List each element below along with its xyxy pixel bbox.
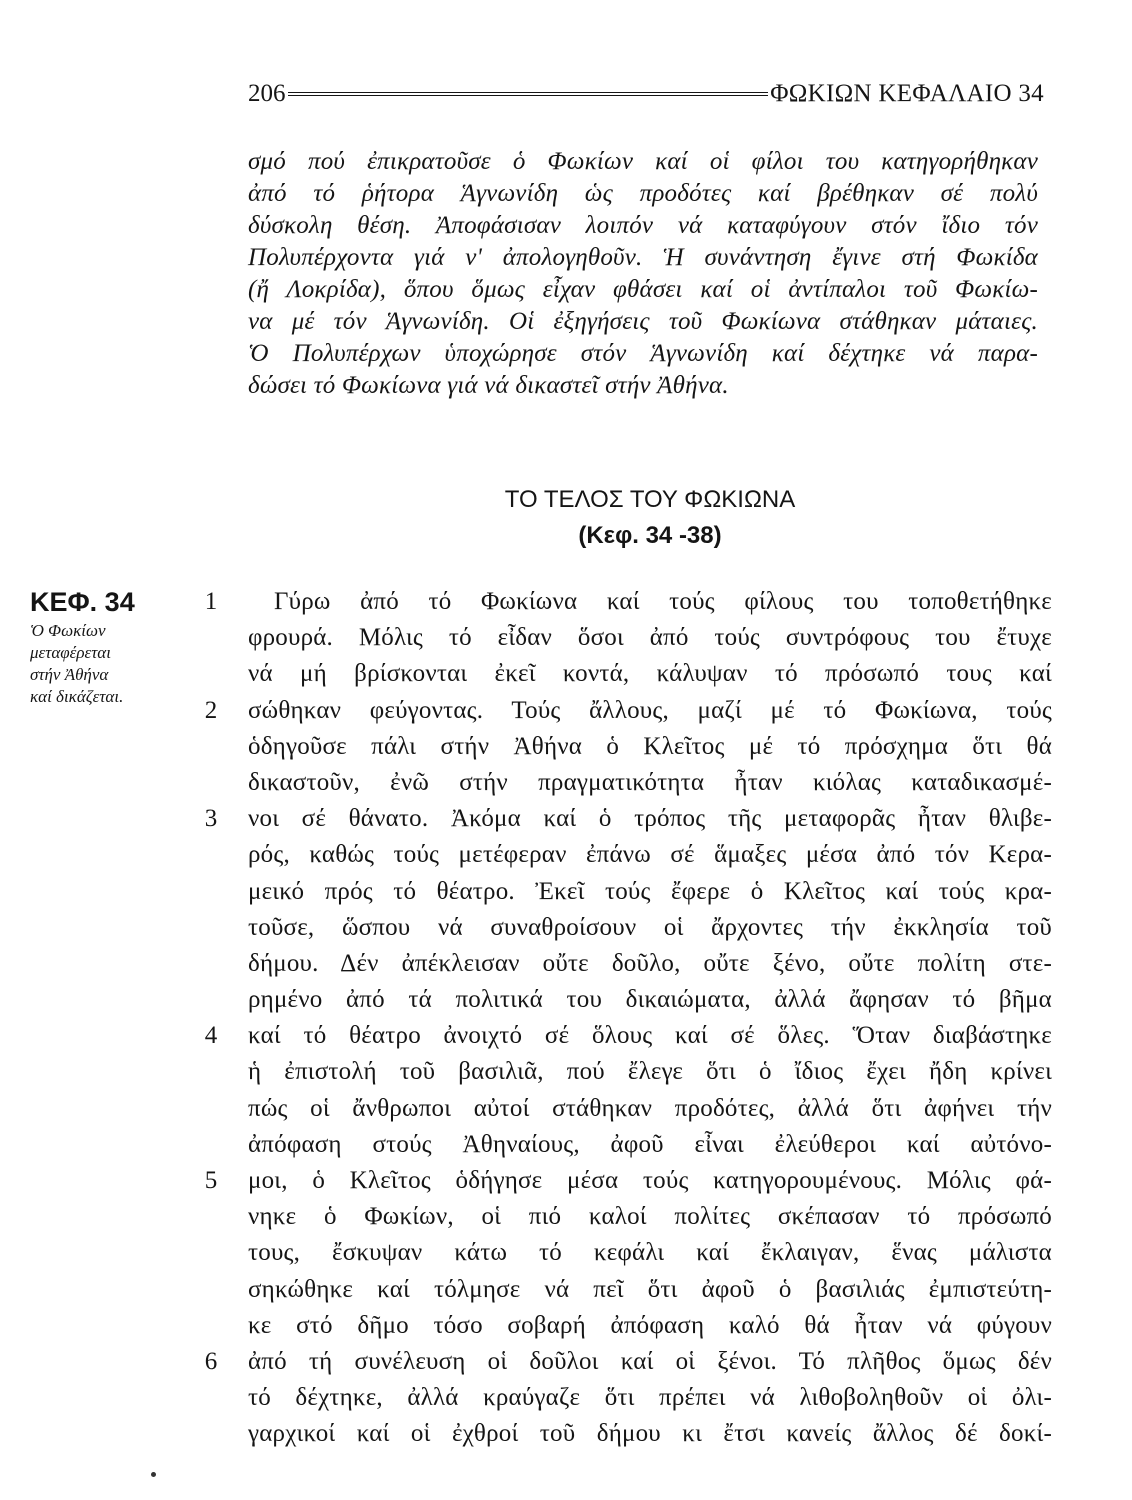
text-line <box>196 837 1052 873</box>
running-header <box>248 74 1044 114</box>
line-text: ρημένο ἀπό τά πολιτικά του δικαιώματα, ἀλλά ἄφησαν τό βῆμα <box>248 986 1052 1014</box>
line-text: σηκώθηκε καί τόλμησε νά πεῖ ὅτι ἀφοῦ ὁ βασιλιάς ἐμπιστεύτη- <box>248 1275 1052 1303</box>
text-line <box>196 1018 1052 1054</box>
text-line <box>196 656 1052 692</box>
intro-line: Ὁ Πολυπέρχων ὑποχώρησε στόν Ἁγνωνίδη καί δέχτηκε νά παρα- <box>248 340 1038 367</box>
gloss-line: μεταφέρεται <box>30 643 111 662</box>
margin-note <box>30 586 190 708</box>
text-line <box>196 1127 1052 1163</box>
header-double-rule <box>288 92 769 96</box>
gloss-line: στήν Ἀθήνα <box>30 665 109 684</box>
text-line <box>196 584 1052 620</box>
intro-paragraph <box>248 146 1038 402</box>
text-line <box>196 1380 1052 1416</box>
chapter-label: ΚΕΦ. 34 <box>30 587 135 617</box>
text-line <box>196 729 1052 765</box>
text-line <box>196 1054 1052 1090</box>
text-line <box>196 910 1052 946</box>
line-text: δήμου. Δέν ἀπέκλεισαν οὔτε δοῦλο, οὔτε ξένο, οὔτε πολίτη στε- <box>248 949 1052 977</box>
text-line <box>196 1272 1052 1308</box>
verse-number: 2 <box>204 696 218 724</box>
section-subtitle: (Κεφ. 34 -38) <box>578 522 722 549</box>
section-heading <box>440 482 860 554</box>
text-line <box>196 874 1052 910</box>
margin-gloss <box>30 620 190 708</box>
line-text: νά μή βρίσκονται ἐκεῖ κοντά, κάλυψαν τό πρόσωπό τους καί <box>248 660 1052 688</box>
line-text: ρός, καθώς τούς μετέφεραν ἐπάνω σέ ἅμαξες μέσα ἀπό τόν Κερα- <box>248 841 1052 869</box>
intro-line: σμό πού ἐπικρατοῦσε ὁ Φωκίων καί οἱ φίλοι του κατηγορήθηκαν <box>248 148 1038 175</box>
intro-line: δώσει τό Φωκίωνα γιά νά δικαστεῖ στήν Ἀθήνα. <box>248 372 729 399</box>
text-line <box>196 1344 1052 1380</box>
main-text <box>196 584 1052 1453</box>
intro-line: Πολυπέρχοντα γιά ν' ἀπολογηθοῦν. Ἡ συνάντηση ἔγινε στή Φωκίδα <box>248 244 1038 271</box>
line-text: δικαστοῦν, ἐνῶ στήν πραγματικότητα ἦταν κιόλας καταδικασμέ- <box>248 768 1052 796</box>
line-text: τοῦσε, ὥσπου νά συναθροίσουν οἱ ἄρχοντες τήν ἐκκλησία τοῦ <box>248 913 1052 941</box>
line-text: φρουρά. Μόλις τό εἶδαν ὅσοι ἀπό τούς συντρόφους του ἔτυχε <box>248 624 1052 652</box>
line-text: νηκε ὁ Φωκίων, οἱ πιό καλοί πολίτες σκέπασαν τό πρόσωπό <box>248 1203 1052 1231</box>
line-text: ἀπό τή συνέλευση οἱ δοῦλοι καί οἱ ξένοι. Τό πλῆθος ὅμως δέν <box>248 1347 1052 1375</box>
text-line <box>196 620 1052 656</box>
line-text: ἡ ἐπιστολή τοῦ βασιλιᾶ, πού ἔλεγε ὅτι ὁ ἴδιος ἔχει ἤδη κρίνει <box>248 1058 1052 1086</box>
text-line <box>196 765 1052 801</box>
text-line <box>196 1091 1052 1127</box>
line-text: καί τό θέατρο ἀνοιχτό σέ ὅλους καί σέ ὅλες. Ὅταν διαβάστηκε <box>248 1022 1052 1050</box>
text-line <box>196 1199 1052 1235</box>
intro-line: ἀπό τό ῥήτορα Ἁγνωνίδη ὡς προδότες καί βρέθηκαν σέ πολύ <box>248 180 1038 207</box>
line-text: κε στό δῆμο τόσο σοβαρή ἀπόφαση καλό θά ἦταν νά φύγουν <box>248 1311 1052 1339</box>
text-line <box>196 1416 1052 1452</box>
text-line <box>196 1308 1052 1344</box>
gloss-line: Ὁ Φωκίων <box>30 621 106 640</box>
verse-number: 6 <box>204 1347 218 1375</box>
verse-number: 4 <box>204 1022 218 1050</box>
line-text: μεικό πρός τό θέατρο. Ἐκεῖ τούς ἔφερε ὁ Κλεῖτος καί τούς κρα- <box>248 877 1052 905</box>
line-text: Γύρω ἀπό τό Φωκίωνα καί τούς φίλους του τοποθετήθηκε <box>274 588 1052 615</box>
gloss-line: καί δικάζεται. <box>30 687 124 706</box>
section-title: ΤΟ ΤΕΛΟΣ ΤΟΥ ΦΩΚΙΩΝΑ <box>504 486 796 513</box>
running-title: ΦΩΚΙΩΝ ΚΕΦΑΛΑΙΟ 34 <box>770 80 1044 107</box>
intro-line: (ἤ Λοκρίδα), ὅπου ὅμως εἶχαν φθάσει καί οἱ ἀντίπαλοι τοῦ Φωκίω- <box>248 276 1038 303</box>
line-text: ὁδηγοῦσε πάλι στήν Ἀθήνα ὁ Κλεῖτος μέ τό πρόσχημα ὅτι θά <box>248 732 1052 760</box>
intro-line: δύσκολη θέση. Ἀποφάσισαν λοιπόν νά καταφύγουν στόν ἴδιο τόν <box>248 212 1038 239</box>
intro-line: να μέ τόν Ἁγνωνίδη. Οἱ ἐξηγήσεις τοῦ Φωκίωνα στάθηκαν μάταιες. <box>248 308 1038 335</box>
line-text: μοι, ὁ Κλεῖτος ὁδήγησε μέσα τούς κατηγορουμένους. Μόλις φά- <box>248 1167 1052 1194</box>
text-line <box>196 801 1052 837</box>
text-line <box>196 693 1052 729</box>
line-text: ἀπόφαση στούς Ἀθηναίους, ἀφοῦ εἶναι ἐλεύθεροι καί αὐτόνο- <box>248 1130 1052 1158</box>
text-line <box>196 1235 1052 1271</box>
line-text: τό δέχτηκε, ἀλλά κραύγαζε ὅτι πρέπει νά λιθοβοληθοῦν οἱ ὀλι- <box>248 1384 1052 1412</box>
text-line <box>196 946 1052 982</box>
line-text: πώς οἱ ἄνθρωποι αὐτοί στάθηκαν προδότες, ἀλλά ὅτι ἀφήνει τήν <box>248 1094 1052 1122</box>
verse-number: 5 <box>204 1167 218 1194</box>
text-line <box>196 982 1052 1018</box>
line-text: σώθηκαν φεύγοντας. Τούς ἄλλους, μαζί μέ τό Φωκίωνα, τούς <box>248 696 1052 724</box>
line-text: τους, ἔσκυψαν κάτω τό κεφάλι καί ἔκλαιγαν, ἕνας μάλιστα <box>248 1239 1052 1267</box>
verse-number: 3 <box>204 805 218 833</box>
line-text: γαρχικοί καί οἱ ἐχθροί τοῦ δήμου κι ἔτσι κανείς ἄλλος δέ δοκί- <box>248 1420 1052 1448</box>
line-text: νοι σέ θάνατο. Ἀκόμα καί ὁ τρόπος τῆς μεταφορᾶς ἦταν θλιβε- <box>248 805 1052 833</box>
verse-number: 1 <box>204 588 218 615</box>
page-number: 206 <box>248 80 286 107</box>
stray-ink-dot <box>151 1472 156 1477</box>
text-line <box>196 1163 1052 1199</box>
